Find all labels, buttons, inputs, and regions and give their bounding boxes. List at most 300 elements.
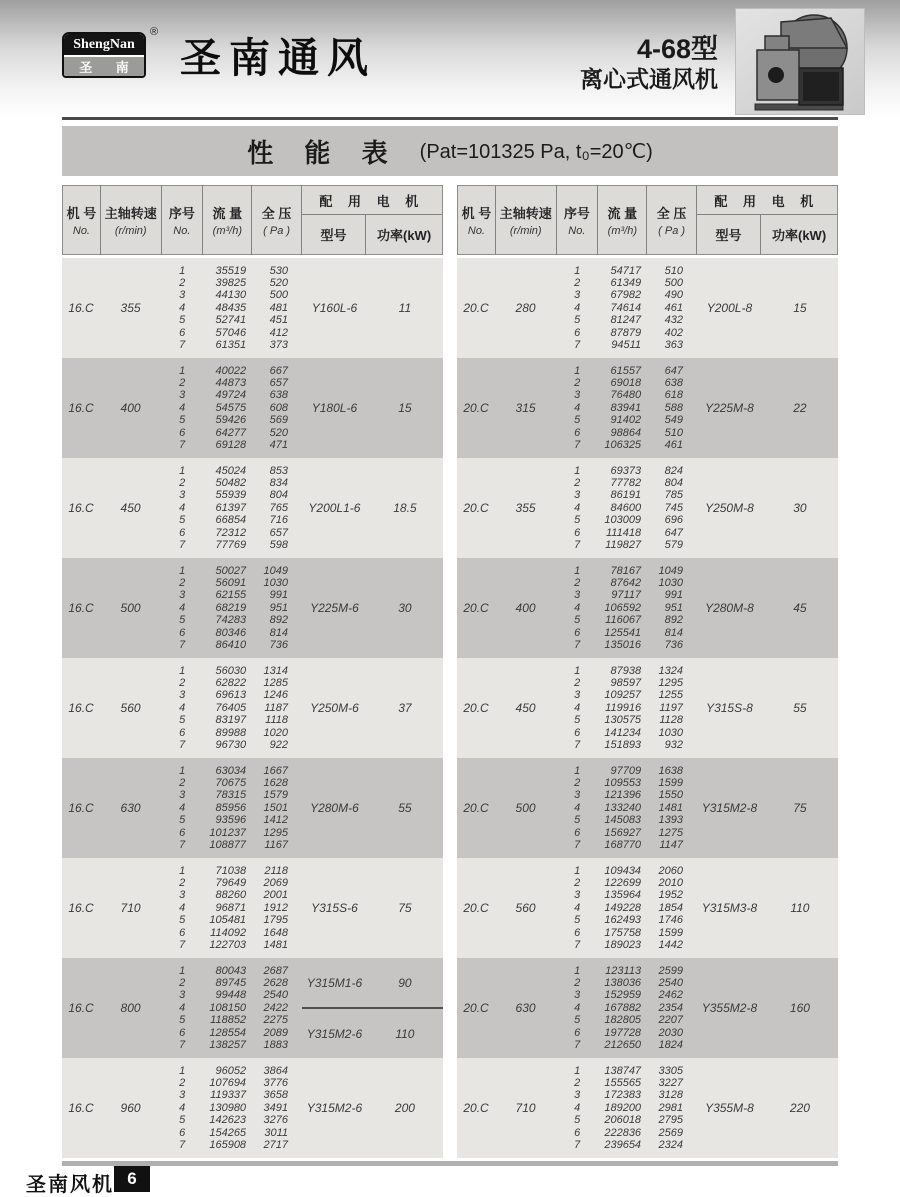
- flow-value: 114092: [210, 926, 247, 939]
- col-header-fan-no: [63, 186, 101, 254]
- flow-value: 130980: [209, 1101, 247, 1114]
- motor-row: [697, 1101, 838, 1115]
- pressure-value: 2540: [658, 976, 683, 989]
- fan-no: 16.C: [68, 801, 94, 815]
- pressure-value: 1020: [263, 726, 288, 739]
- motor-row: [302, 901, 443, 915]
- flow-value: 206018: [604, 1114, 642, 1127]
- sequence-no: 3: [574, 889, 581, 902]
- sequence-no: 6: [574, 826, 581, 839]
- flow-value: 97709: [610, 764, 642, 777]
- table-block: [457, 558, 838, 658]
- sequence-no: 2: [574, 476, 581, 489]
- sequence-no: 4: [574, 1001, 581, 1014]
- flow-value: 108877: [209, 839, 247, 852]
- performance-row: [556, 614, 697, 626]
- performance-row: [556, 514, 697, 526]
- flow-value: 141234: [604, 726, 642, 739]
- pressure-value: 716: [269, 514, 288, 527]
- sequence-no: 7: [179, 839, 186, 852]
- fan-no: 16.C: [68, 501, 94, 515]
- pressure-value: 1324: [658, 664, 683, 677]
- pressure-value: 667: [269, 364, 288, 377]
- performance-rows: [161, 258, 302, 358]
- performance-row: [556, 1139, 697, 1151]
- pressure-value: 2069: [263, 876, 288, 889]
- pressure-value: 1030: [658, 576, 683, 589]
- col-header-label: 流 量: [607, 206, 638, 221]
- sequence-no: 4: [179, 301, 186, 314]
- performance-row: [556, 777, 697, 789]
- performance-row: [556, 639, 697, 651]
- performance-row: [161, 602, 302, 614]
- flow-value: 172383: [604, 1089, 642, 1102]
- performance-row: [556, 802, 697, 814]
- table-block: [457, 358, 838, 458]
- performance-row: [161, 1139, 302, 1151]
- performance-rows: [161, 358, 302, 458]
- motor-row: [697, 701, 838, 715]
- flow-value: 86191: [610, 489, 642, 502]
- sequence-no: 7: [179, 1139, 186, 1152]
- pressure-value: 3658: [263, 1089, 288, 1102]
- performance-row: [161, 714, 302, 726]
- col-header-flow: [598, 186, 647, 254]
- pressure-value: 1275: [658, 826, 683, 839]
- fan-no: 20.C: [463, 1101, 489, 1115]
- sequence-no: 6: [574, 326, 581, 339]
- performance-row: [556, 1039, 697, 1051]
- flow-value: 222836: [604, 1126, 642, 1139]
- flow-value: 97117: [611, 589, 642, 602]
- sequence-no: 4: [574, 801, 581, 814]
- motor-power: 45: [793, 601, 807, 615]
- motor-power: 30: [793, 501, 807, 515]
- flow-value: 123113: [605, 964, 642, 977]
- sequence-no: 3: [574, 989, 581, 1002]
- flow-value: 88260: [215, 889, 247, 902]
- pressure-value: 490: [664, 289, 683, 302]
- flow-value: 167882: [604, 1001, 642, 1014]
- brand-logo-latin: ShengNan: [64, 34, 144, 57]
- flow-value: 52741: [215, 314, 247, 327]
- pressure-value: 2795: [658, 1114, 683, 1127]
- table-block: [62, 558, 443, 658]
- performance-row: [556, 365, 697, 377]
- pressure-value: 736: [269, 639, 288, 652]
- performance-rows: [556, 858, 697, 958]
- brand-logo-chinese: 圣 南: [64, 57, 144, 76]
- sequence-no: 2: [179, 576, 186, 589]
- motor-row: [302, 958, 443, 1007]
- shaft-speed: 800: [120, 1001, 141, 1015]
- sequence-no: 6: [574, 626, 581, 639]
- pressure-value: 2981: [658, 1101, 683, 1114]
- performance-row: [556, 665, 697, 677]
- sequence-no: 6: [574, 926, 581, 939]
- performance-row: [556, 1077, 697, 1089]
- motor-power: 18.5: [393, 501, 417, 515]
- pressure-value: 1030: [658, 726, 683, 739]
- performance-row: [161, 614, 302, 626]
- sequence-no: 3: [179, 389, 186, 402]
- pressure-value: 657: [269, 376, 288, 389]
- flow-value: 109553: [604, 776, 642, 789]
- table-block: [457, 258, 838, 358]
- flow-value: 182805: [604, 1014, 642, 1027]
- performance-row: [161, 814, 302, 826]
- pressure-value: 2089: [263, 1026, 288, 1039]
- table-block: [62, 258, 443, 358]
- performance-row: [556, 265, 697, 277]
- performance-row: [556, 1089, 697, 1101]
- flow-value: 135964: [604, 889, 642, 902]
- col-header-motor-group: [302, 186, 442, 254]
- shaft-speed: 560: [515, 901, 536, 915]
- page-header-band: [0, 0, 900, 120]
- sequence-no: 3: [179, 989, 186, 1002]
- flow-value: 81247: [610, 314, 642, 327]
- sequence-no: 6: [574, 1026, 581, 1039]
- motor-cell: [697, 458, 838, 558]
- pressure-value: 3011: [264, 1126, 288, 1139]
- pressure-value: 814: [269, 626, 288, 639]
- sequence-no: 2: [179, 376, 186, 389]
- performance-row: [161, 1027, 302, 1039]
- flow-value: 57046: [215, 326, 247, 339]
- shaft-speed: 280: [515, 301, 536, 315]
- flow-value: 212650: [604, 1039, 642, 1052]
- pressure-value: 745: [664, 501, 683, 514]
- shaft-speed: 355: [120, 301, 141, 315]
- registered-trademark-symbol: ®: [150, 26, 159, 38]
- pressure-value: 1667: [263, 764, 288, 777]
- flow-value: 106325: [604, 439, 642, 452]
- shaft-speed: 560: [120, 701, 141, 715]
- performance-row: [556, 389, 697, 401]
- sequence-no: 2: [179, 876, 186, 889]
- sequence-no: 3: [574, 1089, 581, 1102]
- pressure-value: 1883: [263, 1039, 288, 1052]
- performance-rows: [556, 658, 697, 758]
- performance-row: [556, 477, 697, 489]
- sequence-no: 1: [179, 1064, 186, 1077]
- flow-value: 168770: [604, 839, 642, 852]
- pressure-value: 804: [269, 489, 288, 502]
- sequence-no: 1: [574, 1064, 581, 1077]
- performance-row: [556, 414, 697, 426]
- flow-value: 72312: [215, 526, 247, 539]
- pressure-value: 530: [269, 264, 288, 277]
- performance-row: [161, 527, 302, 539]
- motor-power: 30: [398, 601, 412, 615]
- pressure-value: 1030: [263, 576, 288, 589]
- performance-row: [161, 1127, 302, 1139]
- sequence-no: 2: [574, 876, 581, 889]
- performance-rows: [161, 958, 302, 1058]
- sequence-no: 4: [179, 901, 186, 914]
- flow-value: 59426: [215, 414, 247, 427]
- flow-value: 69373: [610, 464, 642, 477]
- performance-row: [161, 427, 302, 439]
- table-header-row: [62, 185, 443, 255]
- col-header-unit: No.: [173, 225, 191, 237]
- performance-row: [161, 539, 302, 551]
- flow-value: 70675: [215, 776, 247, 789]
- pressure-value: 2030: [658, 1026, 683, 1039]
- flow-value: 78167: [610, 564, 642, 577]
- performance-row: [556, 577, 697, 589]
- sequence-no: 1: [574, 764, 581, 777]
- table-block: [62, 1058, 443, 1158]
- flow-value: 109257: [604, 689, 642, 702]
- motor-cell: [697, 258, 838, 358]
- col-header-label: 全 压: [261, 206, 292, 221]
- performance-row: [556, 1065, 697, 1077]
- table-block: [62, 458, 443, 558]
- flow-value: 83197: [215, 714, 247, 727]
- sequence-no: 1: [574, 264, 581, 277]
- motor-cell: [302, 458, 443, 558]
- motor-cell: [302, 1058, 443, 1158]
- sequence-no: 4: [179, 801, 186, 814]
- shaft-speed: 710: [515, 1101, 536, 1115]
- sequence-no: 5: [574, 714, 581, 727]
- performance-row: [556, 902, 697, 914]
- sequence-no: 4: [179, 601, 186, 614]
- motor-row: [302, 701, 443, 715]
- sequence-no: 6: [574, 1126, 581, 1139]
- pressure-value: 638: [664, 376, 683, 389]
- flow-value: 69613: [215, 689, 247, 702]
- col-header-fan-no: [458, 186, 496, 254]
- flow-value: 128554: [209, 1026, 247, 1039]
- pressure-value: 1501: [263, 801, 288, 814]
- motor-model: Y200L-8: [706, 301, 753, 315]
- col-header-seq: [162, 186, 204, 254]
- col-header-unit: No.: [467, 225, 485, 237]
- flow-value: 142623: [209, 1114, 247, 1127]
- flow-value: 68219: [215, 601, 247, 614]
- sequence-no: 2: [179, 1076, 186, 1089]
- flow-value: 86410: [215, 639, 247, 652]
- pressure-value: 1824: [658, 1039, 683, 1052]
- performance-row: [556, 539, 697, 551]
- flow-value: 135016: [604, 639, 642, 652]
- flow-value: 49724: [215, 389, 247, 402]
- motor-power: 200: [394, 1101, 415, 1115]
- performance-rows: [556, 458, 697, 558]
- performance-row: [161, 927, 302, 939]
- pressure-value: 991: [269, 589, 288, 602]
- pressure-value: 1442: [658, 939, 683, 952]
- motor-model: Y315S-6: [311, 901, 358, 915]
- fan-no: 16.C: [68, 701, 94, 715]
- sequence-no: 7: [179, 1039, 186, 1052]
- table-body: [62, 258, 443, 1158]
- pressure-value: 814: [664, 626, 683, 639]
- performance-row: [556, 377, 697, 389]
- sequence-no: 4: [179, 501, 186, 514]
- sequence-no: 7: [179, 539, 186, 552]
- motor-model: Y315S-8: [706, 701, 753, 715]
- col-header-label: 序号: [168, 206, 195, 221]
- table-block: [457, 1058, 838, 1158]
- motor-model: Y200L1-6: [308, 501, 361, 515]
- pressure-value: 1628: [263, 776, 288, 789]
- flow-value: 76405: [215, 701, 247, 714]
- motor-cell: [302, 258, 443, 358]
- sequence-no: 1: [179, 464, 186, 477]
- table-block: [62, 958, 443, 1058]
- motor-power: 15: [793, 301, 807, 315]
- table-block: [62, 758, 443, 858]
- performance-row: [556, 739, 697, 751]
- performance-rows: [161, 858, 302, 958]
- shaft-speed: 355: [515, 501, 536, 515]
- performance-row: [556, 427, 697, 439]
- performance-rows: [556, 758, 697, 858]
- sequence-no: 3: [179, 1089, 186, 1102]
- flow-value: 94511: [611, 339, 642, 352]
- pressure-value: 3227: [658, 1076, 683, 1089]
- fan-no: 16.C: [68, 901, 94, 915]
- sequence-no: 1: [574, 664, 581, 677]
- col-header-seq: [557, 186, 599, 254]
- col-header-label: 主轴转速: [104, 206, 157, 221]
- pressure-value: 1952: [658, 889, 683, 902]
- table-body: [457, 258, 838, 1158]
- motor-row: [302, 301, 443, 315]
- motor-power: 110: [395, 1026, 415, 1041]
- performance-row: [556, 965, 697, 977]
- pressure-value: 1393: [658, 814, 683, 827]
- header-divider-rule: [62, 117, 838, 120]
- fan-no: 16.C: [68, 601, 94, 615]
- performance-row: [161, 889, 302, 901]
- pressure-value: 1854: [658, 901, 683, 914]
- sequence-no: 6: [574, 526, 581, 539]
- performance-row: [556, 589, 697, 601]
- sequence-no: 4: [574, 601, 581, 614]
- pressure-value: 951: [664, 601, 683, 614]
- flow-value: 62155: [215, 589, 247, 602]
- fan-no: 20.C: [463, 601, 489, 615]
- sequence-no: 4: [574, 401, 581, 414]
- pressure-value: 804: [664, 476, 683, 489]
- fan-no: 20.C: [463, 301, 489, 315]
- performance-row: [556, 314, 697, 326]
- flow-value: 80043: [215, 964, 247, 977]
- flow-value: 48435: [215, 301, 247, 314]
- motor-row: [697, 501, 838, 515]
- footer-brand: 圣南风机: [26, 1174, 114, 1196]
- product-model: [580, 34, 718, 93]
- flow-value: 56091: [215, 576, 247, 589]
- sequence-no: 5: [179, 1014, 186, 1027]
- performance-row: [161, 1114, 302, 1126]
- performance-row: [161, 727, 302, 739]
- motor-power: 110: [790, 901, 810, 915]
- motor-cell: [697, 758, 838, 858]
- sequence-no: 5: [574, 614, 581, 627]
- flow-value: 61397: [215, 501, 247, 514]
- performance-row: [161, 314, 302, 326]
- col-header-label: 主轴转速: [499, 206, 552, 221]
- sequence-no: 3: [179, 789, 186, 802]
- sequence-no: 5: [574, 514, 581, 527]
- pressure-value: 2207: [658, 1014, 683, 1027]
- motor-model: Y160L-6: [311, 301, 358, 315]
- sequence-no: 1: [574, 364, 581, 377]
- pressure-value: 3864: [263, 1064, 288, 1077]
- pressure-value: 1599: [658, 776, 683, 789]
- sequence-no: 6: [179, 1126, 186, 1139]
- sequence-no: 7: [179, 339, 186, 352]
- col-header-speed: [101, 186, 162, 254]
- motor-power: 75: [398, 901, 412, 915]
- performance-row: [556, 814, 697, 826]
- motor-row: [697, 1001, 838, 1015]
- performance-row: [161, 677, 302, 689]
- sequence-no: 7: [574, 639, 581, 652]
- flow-value: 122699: [604, 876, 642, 889]
- flow-value: 61351: [215, 339, 247, 352]
- flow-value: 56030: [215, 664, 247, 677]
- brand-logo: [62, 32, 146, 78]
- pressure-value: 2324: [658, 1139, 683, 1152]
- performance-row: [161, 827, 302, 839]
- sequence-no: 3: [574, 789, 581, 802]
- sequence-no: 4: [574, 1101, 581, 1114]
- pressure-value: 951: [269, 601, 288, 614]
- performance-row: [161, 765, 302, 777]
- flow-value: 99448: [215, 989, 247, 1002]
- flow-value: 84600: [610, 501, 642, 514]
- flow-value: 63034: [215, 764, 247, 777]
- performance-row: [161, 665, 302, 677]
- flow-value: 39825: [215, 276, 247, 289]
- shaft-speed: 500: [120, 601, 141, 615]
- motor-cell: [302, 758, 443, 858]
- pressure-value: 1746: [658, 914, 683, 927]
- pressure-value: 598: [269, 539, 288, 552]
- flow-value: 96052: [215, 1064, 247, 1077]
- sequence-no: 3: [574, 489, 581, 502]
- performance-rows: [161, 458, 302, 558]
- performance-row: [556, 789, 697, 801]
- performance-row: [556, 502, 697, 514]
- pressure-value: 2060: [658, 864, 683, 877]
- performance-row: [556, 765, 697, 777]
- performance-row: [161, 977, 302, 989]
- performance-rows: [556, 558, 697, 658]
- flow-value: 35519: [215, 264, 247, 277]
- performance-row: [556, 889, 697, 901]
- sequence-no: 7: [179, 439, 186, 452]
- col-header-pressure: [252, 186, 301, 254]
- flow-value: 89745: [215, 976, 247, 989]
- performance-row: [556, 677, 697, 689]
- motor-cell: [302, 358, 443, 458]
- pressure-value: 1550: [658, 789, 683, 802]
- pressure-value: 402: [664, 326, 683, 339]
- performance-row: [556, 1014, 697, 1026]
- sequence-no: 3: [179, 289, 186, 302]
- performance-row: [556, 927, 697, 939]
- performance-table-title: 性 能 表: [247, 137, 400, 168]
- performance-row: [161, 589, 302, 601]
